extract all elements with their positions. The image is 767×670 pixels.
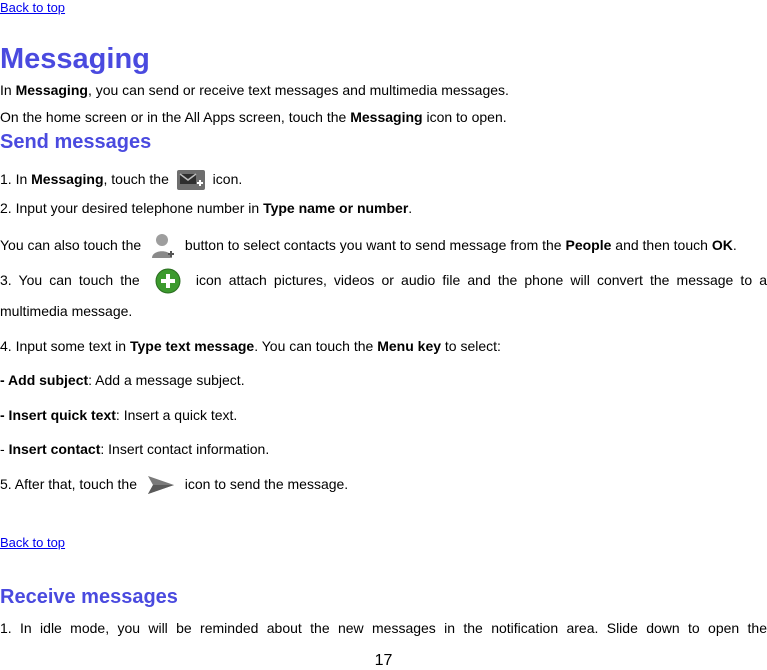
page-title: Messaging (0, 43, 150, 75)
add-attachment-icon (155, 268, 181, 294)
option-insert-contact: - Insert contact: Insert contact information. (0, 441, 270, 457)
send-step-5: 5. After that, touch the icon to send the message. (0, 470, 348, 498)
send-step-3-continued: multimedia message. (0, 303, 133, 319)
messaging-intro: In Messaging, you can send or receive text messages and multimedia messages. (0, 82, 509, 98)
send-step-3: 3. You can touch the icon attach pictures, videos or audio file and the phone will convert the message to a (0, 265, 767, 295)
back-to-top-link-2[interactable]: Back to top (0, 535, 66, 550)
receive-step-1: 1. In idle mode, you will be reminded about the new messages in the notification area. Slide down to open the (0, 620, 767, 636)
receive-messages-heading: Receive messages (0, 586, 178, 608)
new-message-icon (177, 170, 205, 190)
send-step-1: 1. In Messaging, touch the icon. (0, 166, 242, 192)
send-step-2: 2. Input your desired telephone number in Type name or number. (0, 200, 413, 216)
contact-picker-instruction: You can also touch the button to select contacts you want to send message from the People and then touch OK. (0, 230, 737, 260)
page-number: 17 (374, 652, 393, 669)
contact-picker-icon (151, 232, 175, 260)
send-icon (147, 474, 175, 496)
messaging-open-instruction: On the home screen or in the All Apps screen, touch the Messaging icon to open. (0, 109, 507, 125)
option-add-subject: - Add subject: Add a message subject. (0, 372, 245, 388)
send-messages-heading: Send messages (0, 131, 152, 153)
option-insert-quick-text: - Insert quick text: Insert a quick text. (0, 407, 238, 423)
send-step-4: 4. Input some text in Type text message. You can touch the Menu key to select: (0, 338, 501, 354)
back-to-top-link[interactable]: Back to top (0, 0, 66, 15)
